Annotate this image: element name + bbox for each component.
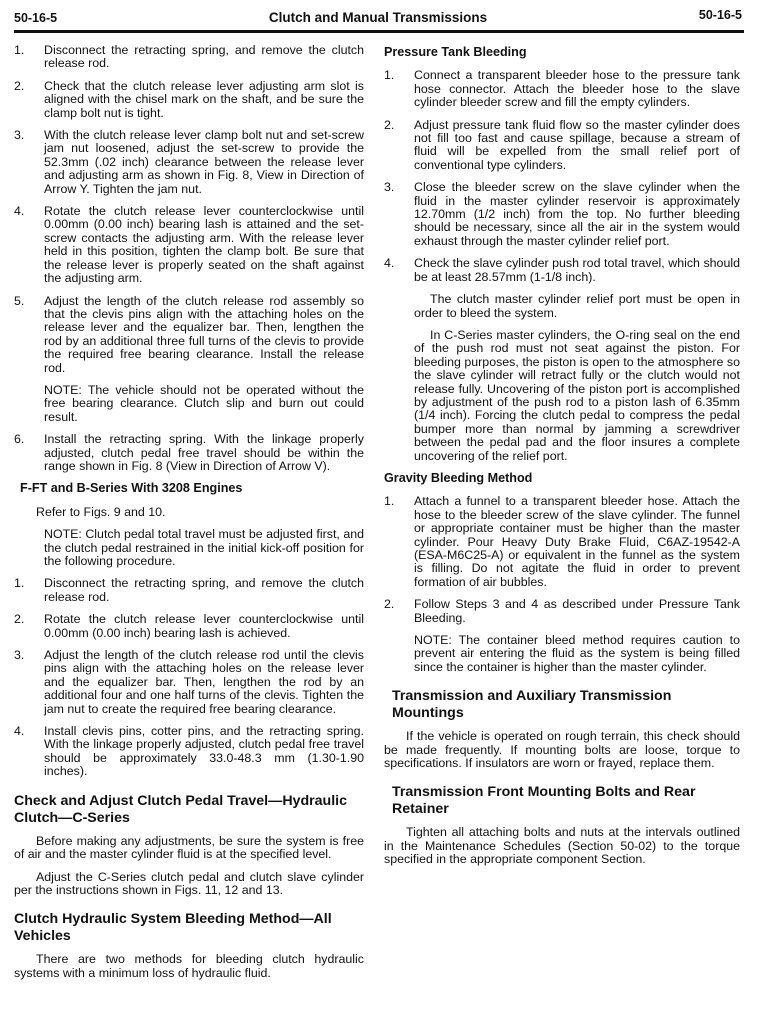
step-item — [384, 69, 740, 109]
step-text: Adjust the length of the clutch release rod assembly so that the clevis pins align with the attaching holes on the release lever and the equalizer bar. Then, lengthen the rod by an additional three full turns of the clevis to provide the required free bearing clearance. Install the release rod. — [44, 293, 364, 375]
step-text: Attach a funnel to a transparent bleeder hose. Attach the hose to the bleeder screw of the slave cylinder. The funnel or appropriate container must be higher than the master cylinder. Pour Heavy Duty Brake Fluid, C6AZ-19542-A (ESA-M6C25-A) or equivalent in the funnel as the system is filling. Do not agitate the fluid in order to prevent formation of air bubbles. — [414, 494, 740, 589]
step-item — [14, 725, 364, 779]
step-number: 5. — [14, 293, 25, 308]
page-header — [14, 8, 742, 30]
section-heading: F-FT and B-Series With 3208 Engines — [20, 481, 243, 496]
step-item — [14, 44, 364, 71]
body-paragraph: Tighten all attaching bolts and nuts at the intervals outlined in the Maintenance Schedules (Section 50-02) to the torque specified in the appropriate component Section. — [384, 825, 740, 867]
step-item — [384, 598, 740, 625]
step-item — [14, 295, 364, 375]
body-paragraph: If the vehicle is operated on rough terrain, this check should be made frequently. If mounting bolts are loose, torque to specifications. If insulators are worn or frayed, replace them. — [384, 729, 740, 771]
step-item — [384, 119, 740, 173]
step-text: Install the retracting spring. With the linkage properly adjusted, clutch pedal free travel should be within the range shown in Fig. 8 (View in Direction of Arrow V). — [44, 432, 364, 473]
body-paragraph: The clutch master cylinder relief port must be open in order to bleed the system. — [414, 292, 740, 320]
step-item — [14, 577, 364, 604]
note-text: NOTE: The vehicle should not be operated without the free bearing clearance. Clutch slip and burn out could result. — [44, 382, 364, 424]
step-number: 1. — [14, 43, 25, 57]
step-number: 2. — [14, 78, 25, 93]
step-number: 3. — [14, 128, 25, 143]
step-text: Rotate the clutch release lever counterclockwise until 0.00mm (0.00 inch) bearing lash is achieved. — [44, 612, 364, 640]
body-paragraph: Before making any adjustments, be sure the system is free of air and the master cylinder fluid is at the specified level. — [14, 833, 364, 862]
section-heading: Transmission Front Mounting Bolts and Rear Retainer — [392, 784, 696, 818]
note-text: NOTE: Clutch pedal total travel must be adjusted first, and the clutch pedal restrained in the initial kick-off position for the following procedure. — [44, 527, 364, 568]
step-item — [14, 649, 364, 716]
step-item — [384, 181, 740, 248]
step-text: Connect a transparent bleeder hose to the pressure tank hose connector. Attach the bleeder hose to the slave cylinder bleeder screw and fill the empty cylinders. — [414, 68, 740, 110]
step-text: Disconnect the retracting spring, and remove the clutch release rod. — [44, 43, 364, 71]
step-text: Adjust the length of the clutch release rod until the clevis pins align with the attaching holes on the release lever and the equalizer bar. Then, lengthen the rod by an additional four and one half turns of the clevis. Tighten the jam nut to create the required free bearing clearance. — [44, 648, 364, 716]
step-number: 1. — [14, 576, 25, 591]
reference-text: Refer to Figs. 9 and 10. — [36, 504, 166, 519]
page-title: Clutch and Manual Transmissions — [268, 10, 488, 25]
step-number: 6. — [14, 432, 25, 447]
step-number: 2. — [384, 597, 395, 612]
section-heading: Clutch Hydraulic System Bleeding Method—All Vehicles — [14, 911, 332, 945]
step-text: Adjust pressure tank fluid flow so the master cylinder does not fill too fast and cause spillage, because a stream of fluid will be expelled from the small relief port of conventional type cylinders. — [414, 117, 740, 172]
header-rule — [14, 30, 744, 33]
step-text: Install clevis pins, cotter pins, and the retracting spring. With the linkage properly adjusted, clutch pedal free travel should be approximately 33.0-48.3 mm (1.30-1.90 inches). — [44, 724, 364, 779]
step-item — [14, 613, 364, 640]
right-column — [384, 44, 740, 876]
left-column — [14, 44, 364, 989]
step-number: 1. — [384, 494, 395, 509]
step-item — [14, 80, 364, 120]
step-text: Check the slave cylinder push rod total travel, which should be at least 28.57mm (1-1/8 inch). — [414, 256, 740, 284]
step-item — [14, 433, 364, 473]
body-paragraph: In C-Series master cylinders, the O-ring seal on the end of the push rod must not seat against the piston. For bleeding purposes, the piston is open to the atmosphere so the slave cylinder will retract fully or the clutch would not release fully. Uncovering of the piston port is accomplished by adjustment of the push rod to a piston lash of 6.35mm (1/4 inch). Forcing the clutch pedal to compress the pedal bumper more than normal by jamming a screwdriver between the pedal pad and the floor insures a complete uncovering of the relief port. — [414, 327, 740, 463]
step-number: 1. — [384, 68, 395, 83]
step-text: Rotate the clutch release lever counterclockwise until 0.00mm (0.00 inch) bearing lash is attained and the set-screw contacts the adjusting arm. With the release lever held in this position, tighten the clamp bolt. Be sure that the release lever is properly seated on the shaft against the adjusting arm. — [44, 204, 364, 286]
step-number: 4. — [14, 724, 25, 739]
section-heading: Transmission and Auxiliary Transmission Mountings — [392, 688, 672, 722]
body-paragraph: There are two methods for bleeding clutch hydraulic systems with a minimum loss of hydraulic fluid. — [14, 952, 364, 980]
section-heading: Check and Adjust Clutch Pedal Travel—Hydraulic Clutch—C-Series — [14, 792, 347, 826]
step-number: 2. — [384, 117, 395, 132]
step-number: 2. — [14, 612, 25, 627]
step-number: 4. — [14, 204, 25, 219]
step-number: 4. — [384, 256, 395, 271]
step-number: 3. — [14, 648, 25, 663]
page-number-left: 50-16-5 — [14, 11, 58, 25]
step-text: Check that the clutch release lever adjusting arm slot is aligned with the chisel mark on the shaft, and be sure the clamp bolt nut is tight. — [44, 78, 364, 120]
step-item — [14, 205, 364, 285]
step-item — [14, 129, 364, 196]
step-item — [384, 495, 740, 589]
note-text: NOTE: The container bleed method requires caution to prevent air entering the fluid as the system is being filled since the container is higher than the master cylinder. — [414, 633, 740, 674]
section-heading: Gravity Bleeding Method — [384, 470, 533, 485]
step-text: With the clutch release lever clamp bolt nut and set-screw jam nut loosened, adjust the set-screw to provide the 52.3mm (.02 inch) clearance between the release lever and adjusting arm as shown in Fig. 8, View in Direction of Arrow Y. Tighten the jam nut. — [44, 128, 364, 196]
page-number-right: 50-16-5 — [698, 8, 742, 22]
step-text: Close the bleeder screw on the slave cylinder when the fluid in the master cylinder reservoir is approximately 12.70mm (1/2 inch) from the top. No further bleeding should be necessary, since all the air in the system would exhaust through the master cylinder relief port. — [414, 180, 740, 248]
step-item — [384, 257, 740, 284]
step-text: Follow Steps 3 and 4 as described under Pressure Tank Bleeding. — [414, 597, 740, 625]
section-heading: Pressure Tank Bleeding — [384, 45, 527, 59]
step-text: Disconnect the retracting spring, and remove the clutch release rod. — [44, 576, 364, 604]
step-number: 3. — [384, 180, 395, 195]
body-paragraph: Adjust the C-Series clutch pedal and clutch slave cylinder per the instructions shown in Figs. 11, 12 and 13. — [14, 869, 364, 897]
